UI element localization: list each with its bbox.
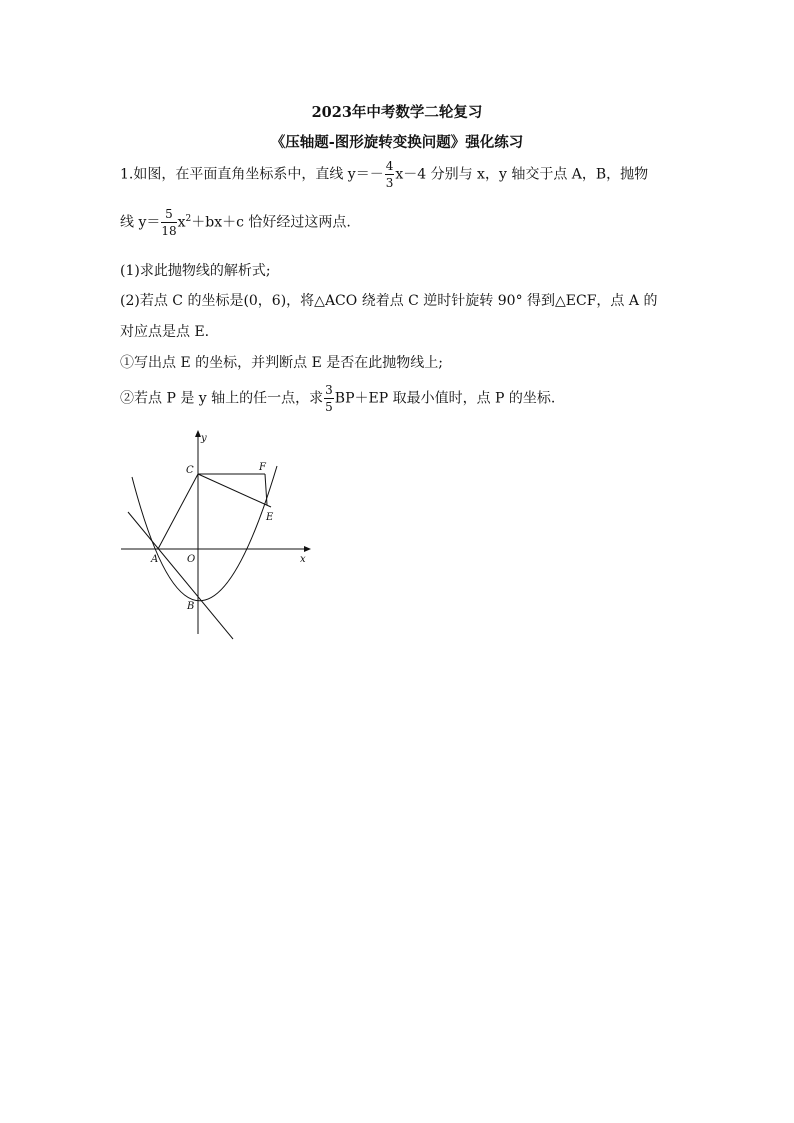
exponent: 2 (185, 213, 192, 224)
segment-ac (158, 474, 198, 549)
label-c: C (186, 465, 194, 476)
document-title-line2: 《压轴题-图形旋转变换问题》强化练习 (270, 134, 524, 151)
coordinate-figure (115, 425, 320, 645)
problem-line-2 (120, 208, 351, 237)
label-b: B (187, 601, 195, 612)
fraction-three-fifths: $\frac{3}{5}$ (325, 383, 333, 414)
problem-text: ＋bx＋c 恰好经过这两点. (191, 214, 351, 231)
label-y: y (201, 433, 207, 444)
question-2-line1: (2)若点 C 的坐标是(0，6)，将△ACO 绕着点 C 逆时针旋转 90° 得到△ECF，点 A 的 (120, 293, 658, 309)
parabola (132, 466, 277, 601)
line-ab (128, 512, 233, 639)
question-1: (1)求此抛物线的解析式; (120, 263, 271, 279)
question-2-part2 (120, 384, 555, 413)
question-2-part1: ①写出点 E 的坐标，并判断点 E 是否在此抛物线上; (120, 355, 443, 371)
fraction-four-thirds: $\frac{4}{3}$ (385, 159, 394, 190)
document-title-line1: 2023年中考数学二轮复习 (311, 104, 483, 121)
problem-text: ②若点 P 是 y 轴上的任一点，求 (120, 390, 324, 407)
label-a: A (151, 554, 159, 565)
problem-text: BP＋EP 取最小值时，点 P 的坐标. (334, 390, 556, 407)
fraction-five-eighteenths: $\frac{5}{18}$ (161, 207, 177, 238)
segment-ce (198, 474, 271, 507)
label-o: O (187, 554, 196, 565)
problem-text: x－4 分别与 x，y 轴交于点 A，B，抛物 (395, 166, 649, 183)
label-x: x (300, 554, 306, 565)
problem-text: 1.如图，在平面直角坐标系中，直线 y＝－ (120, 166, 384, 183)
problem-line-1 (120, 160, 648, 189)
question-2-line2: 对应点是点 E. (120, 324, 210, 340)
label-f: F (259, 462, 266, 473)
problem-text: x (177, 214, 186, 231)
problem-text: 线 y＝ (120, 214, 161, 231)
label-e: E (266, 512, 274, 523)
